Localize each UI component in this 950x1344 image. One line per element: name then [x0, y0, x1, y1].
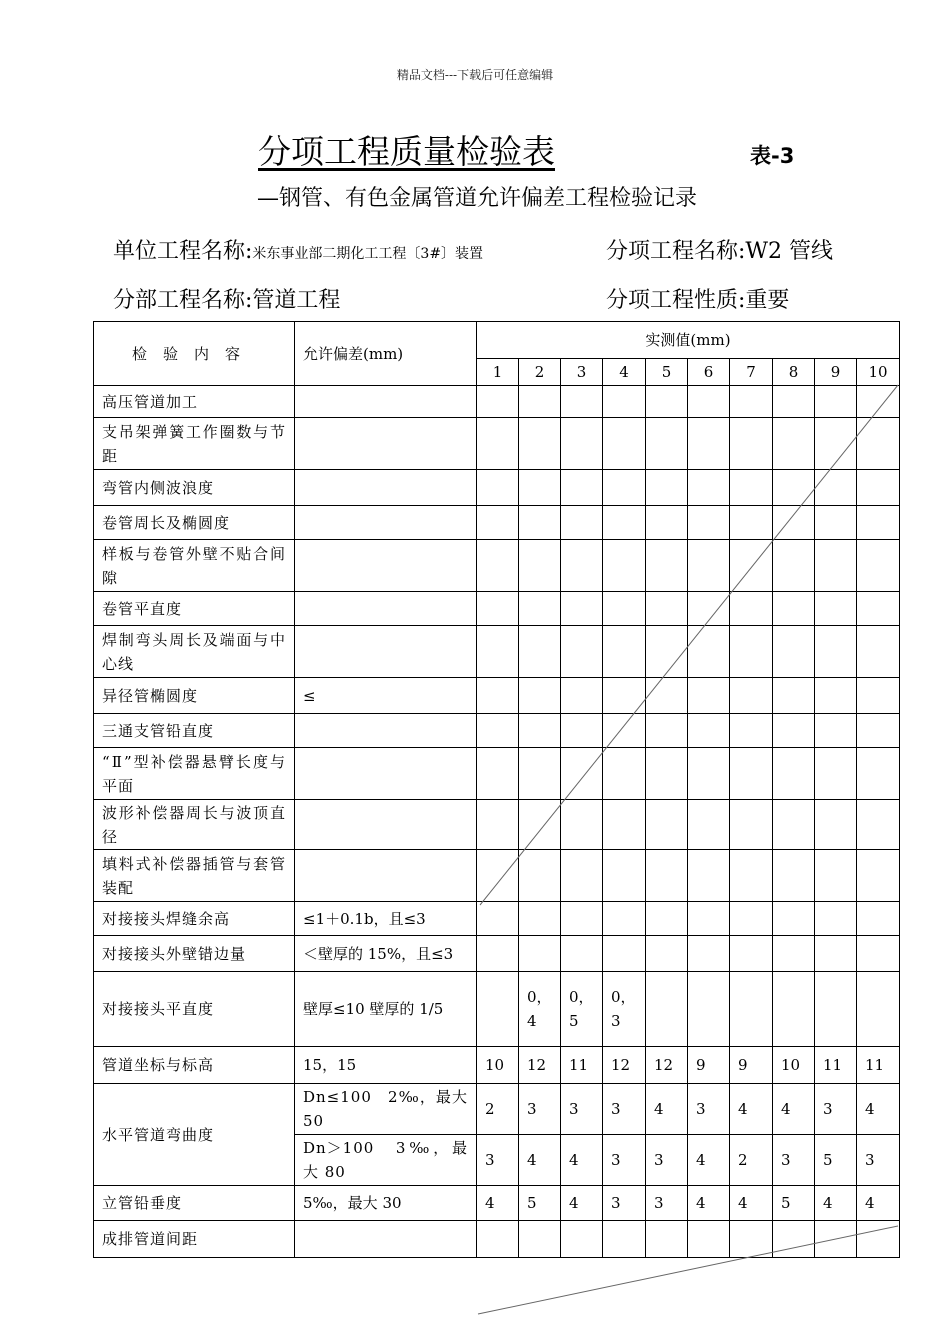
row-value	[561, 592, 603, 626]
row-value	[561, 1221, 603, 1258]
row-tolerance	[295, 626, 477, 678]
row-value: 9	[688, 1047, 730, 1084]
row-value	[730, 1221, 773, 1258]
row-value: 5	[815, 1135, 857, 1186]
row-value	[730, 386, 773, 418]
row-value: 4	[561, 1135, 603, 1186]
row-tolerance	[295, 470, 477, 506]
row-value	[688, 626, 730, 678]
header-col-7: 7	[730, 359, 773, 386]
row-value	[815, 626, 857, 678]
row-item: 对接接头外壁错边量	[94, 936, 295, 972]
row-value	[815, 748, 857, 800]
row-value	[773, 592, 815, 626]
row-value	[519, 386, 561, 418]
row-value	[773, 936, 815, 972]
sub-item-label: 分项工程名称:	[606, 239, 746, 264]
row-value: 2	[730, 1135, 773, 1186]
row-value	[773, 540, 815, 592]
row-value	[730, 626, 773, 678]
row-value	[603, 800, 646, 850]
row-item: 水平管道弯曲度	[94, 1084, 295, 1186]
row-value	[688, 936, 730, 972]
row-value	[477, 540, 519, 592]
table-row	[94, 1047, 900, 1084]
row-item: 异径管椭圆度	[94, 678, 295, 714]
table-number: 表-3	[750, 144, 795, 168]
row-value	[603, 1221, 646, 1258]
row-value: 4	[857, 1084, 900, 1135]
row-value	[773, 386, 815, 418]
row-tolerance	[295, 386, 477, 418]
row-tolerance: 15，15	[295, 1047, 477, 1084]
row-value	[561, 386, 603, 418]
nature-value: 重要	[745, 288, 790, 313]
row-value	[857, 592, 900, 626]
row-value	[688, 748, 730, 800]
row-value	[477, 1221, 519, 1258]
row-value	[561, 678, 603, 714]
row-tolerance	[295, 1221, 477, 1258]
row-value: 3	[646, 1186, 688, 1221]
row-value	[477, 850, 519, 902]
nature-label: 分项工程性质:	[606, 288, 746, 313]
row-tolerance: 壁厚≤10 壁厚的 1/5	[295, 972, 477, 1047]
row-value	[477, 626, 519, 678]
row-value	[477, 972, 519, 1047]
page-subtitle: —钢管、有色金属管道允许偏差工程检验记录	[257, 186, 698, 211]
row-value	[688, 540, 730, 592]
row-tolerance: Dn＞100 3‰，最大 80	[295, 1135, 477, 1186]
table-row	[94, 1084, 900, 1135]
row-value	[857, 678, 900, 714]
unit-project-value: 米东事业部二期化工工程〔3#〕装置	[252, 246, 484, 262]
row-tolerance: ＜壁厚的 15%，且≤3	[295, 936, 477, 972]
header-col-2: 2	[519, 359, 561, 386]
inspection-table	[93, 321, 900, 1258]
row-value	[857, 748, 900, 800]
header-col-8: 8	[773, 359, 815, 386]
row-value	[519, 936, 561, 972]
row-value	[688, 850, 730, 902]
row-value	[646, 1221, 688, 1258]
row-item: 支吊架弹簧工作圈数与节距	[94, 418, 295, 470]
row-value	[519, 470, 561, 506]
row-tolerance	[295, 592, 477, 626]
sub-item-value: W2 管线	[745, 239, 834, 264]
row-value	[603, 678, 646, 714]
header-col-4: 4	[603, 359, 646, 386]
row-value	[519, 626, 561, 678]
header-row	[94, 322, 900, 359]
table-row	[94, 1221, 900, 1258]
row-value: 3	[815, 1084, 857, 1135]
row-value	[519, 678, 561, 714]
table-row	[94, 678, 900, 714]
row-value	[561, 748, 603, 800]
row-value	[773, 748, 815, 800]
row-item: 样板与卷管外壁不贴合间隙	[94, 540, 295, 592]
row-value	[815, 972, 857, 1047]
row-value	[646, 902, 688, 936]
table-row	[94, 386, 900, 418]
row-value: 4	[519, 1135, 561, 1186]
row-value: 4	[561, 1186, 603, 1221]
table-row	[94, 850, 900, 902]
header-col-9: 9	[815, 359, 857, 386]
row-value	[815, 800, 857, 850]
row-value	[519, 748, 561, 800]
row-value	[857, 386, 900, 418]
row-tolerance: 5‰，最大 30	[295, 1186, 477, 1221]
row-value	[688, 506, 730, 540]
row-value	[603, 902, 646, 936]
row-value	[815, 678, 857, 714]
table-row	[94, 506, 900, 540]
row-value	[857, 506, 900, 540]
row-value	[815, 540, 857, 592]
row-value	[561, 626, 603, 678]
row-item: 焊制弯头周长及端面与中心线	[94, 626, 295, 678]
row-value	[815, 902, 857, 936]
row-value	[730, 506, 773, 540]
row-value: 0，3	[603, 972, 646, 1047]
header-col-10: 10	[857, 359, 900, 386]
row-value	[773, 850, 815, 902]
row-value	[688, 800, 730, 850]
row-item: 高压管道加工	[94, 386, 295, 418]
row-tolerance	[295, 506, 477, 540]
row-value	[773, 800, 815, 850]
row-value	[773, 902, 815, 936]
row-value	[646, 748, 688, 800]
row-value	[857, 1221, 900, 1258]
row-value: 2	[477, 1084, 519, 1135]
row-value: 3	[646, 1135, 688, 1186]
row-value: 0，5	[561, 972, 603, 1047]
row-value	[815, 470, 857, 506]
row-value	[688, 386, 730, 418]
row-value	[857, 626, 900, 678]
header-col-1: 1	[477, 359, 519, 386]
row-item: 管道坐标与标高	[94, 1047, 295, 1084]
unit-project-field	[113, 234, 483, 265]
row-item: 波形补偿器周长与波顶直径	[94, 800, 295, 850]
row-value	[688, 592, 730, 626]
row-value: 4	[646, 1084, 688, 1135]
row-value	[773, 470, 815, 506]
row-value	[477, 592, 519, 626]
row-value: 3	[603, 1084, 646, 1135]
row-value	[730, 592, 773, 626]
row-value	[646, 470, 688, 506]
row-value	[857, 470, 900, 506]
row-value	[646, 592, 688, 626]
unit-project-label: 单位工程名称:	[113, 239, 253, 264]
row-value	[688, 1221, 730, 1258]
row-value	[730, 540, 773, 592]
row-value: 3	[603, 1135, 646, 1186]
header-measured: 实测值(mm)	[477, 322, 900, 359]
row-value	[730, 902, 773, 936]
row-value	[561, 540, 603, 592]
row-value	[561, 470, 603, 506]
row-value	[730, 850, 773, 902]
division-field	[113, 283, 340, 314]
row-value	[815, 418, 857, 470]
row-value	[561, 418, 603, 470]
row-item: 三通支管铅直度	[94, 714, 295, 748]
row-item: 对接接头平直度	[94, 972, 295, 1047]
row-value: 5	[773, 1186, 815, 1221]
row-value	[730, 800, 773, 850]
row-value: 0，4	[519, 972, 561, 1047]
table-row	[94, 540, 900, 592]
row-value	[477, 386, 519, 418]
row-item: 卷管周长及椭圆度	[94, 506, 295, 540]
row-value: 3	[857, 1135, 900, 1186]
row-tolerance: ≤	[295, 678, 477, 714]
header-col-5: 5	[646, 359, 688, 386]
row-value	[773, 678, 815, 714]
row-value	[857, 902, 900, 936]
division-value: 管道工程	[252, 288, 341, 313]
row-tolerance	[295, 748, 477, 800]
row-value	[519, 902, 561, 936]
row-value	[773, 626, 815, 678]
row-item: 成排管道间距	[94, 1221, 295, 1258]
row-item: 对接接头焊缝余高	[94, 902, 295, 936]
row-value: 4	[688, 1135, 730, 1186]
row-value	[561, 506, 603, 540]
row-value: 4	[773, 1084, 815, 1135]
row-value	[603, 470, 646, 506]
row-value	[477, 936, 519, 972]
row-value: 3	[519, 1084, 561, 1135]
row-value	[857, 800, 900, 850]
row-value: 9	[730, 1047, 773, 1084]
row-value: 12	[603, 1047, 646, 1084]
header-item: 检验内容	[94, 322, 295, 386]
row-value: 12	[646, 1047, 688, 1084]
table-row	[94, 1186, 900, 1221]
row-tolerance	[295, 714, 477, 748]
row-value	[519, 592, 561, 626]
row-value	[857, 714, 900, 748]
row-value	[815, 850, 857, 902]
row-value: 10	[477, 1047, 519, 1084]
row-value	[688, 418, 730, 470]
row-value	[477, 902, 519, 936]
header-col-6: 6	[688, 359, 730, 386]
row-value	[519, 418, 561, 470]
row-value	[773, 714, 815, 748]
table-row	[94, 626, 900, 678]
row-value	[646, 850, 688, 902]
row-value: 4	[730, 1186, 773, 1221]
row-value	[815, 714, 857, 748]
row-value	[773, 418, 815, 470]
row-value	[815, 386, 857, 418]
table-row	[94, 592, 900, 626]
row-value	[773, 972, 815, 1047]
row-value: 3	[773, 1135, 815, 1186]
division-label: 分部工程名称:	[113, 288, 253, 313]
row-value	[646, 800, 688, 850]
row-value: 3	[603, 1186, 646, 1221]
row-value	[561, 714, 603, 748]
row-value	[519, 540, 561, 592]
row-value	[603, 850, 646, 902]
row-value: 4	[688, 1186, 730, 1221]
row-value	[477, 800, 519, 850]
row-tolerance	[295, 418, 477, 470]
row-value	[646, 936, 688, 972]
row-value: 5	[519, 1186, 561, 1221]
row-value	[477, 470, 519, 506]
row-value	[688, 972, 730, 1047]
row-value	[477, 748, 519, 800]
row-tolerance: Dn≤100 2‰，最大 50	[295, 1084, 477, 1135]
row-value	[815, 592, 857, 626]
row-value	[646, 386, 688, 418]
row-item: 弯管内侧波浪度	[94, 470, 295, 506]
row-value	[730, 714, 773, 748]
row-value	[561, 936, 603, 972]
row-tolerance	[295, 540, 477, 592]
row-value: 3	[477, 1135, 519, 1186]
row-value	[646, 506, 688, 540]
row-item: “Ⅱ”型补偿器悬臂长度与平面	[94, 748, 295, 800]
row-value	[603, 386, 646, 418]
row-value	[603, 748, 646, 800]
row-value	[561, 902, 603, 936]
row-value: 3	[688, 1084, 730, 1135]
table-row	[94, 800, 900, 850]
row-value: 4	[815, 1186, 857, 1221]
row-value	[646, 418, 688, 470]
row-value	[561, 800, 603, 850]
row-value: 4	[857, 1186, 900, 1221]
sub-item-field	[606, 234, 833, 265]
row-value: 11	[857, 1047, 900, 1084]
row-value	[730, 936, 773, 972]
row-value	[730, 470, 773, 506]
nature-field	[606, 283, 789, 314]
row-value	[477, 506, 519, 540]
row-value	[688, 678, 730, 714]
watermark-text: 精品文档---下载后可任意编辑	[396, 68, 554, 82]
row-value	[561, 850, 603, 902]
row-value	[519, 800, 561, 850]
row-value	[730, 678, 773, 714]
row-item: 立管铅垂度	[94, 1186, 295, 1221]
row-value	[857, 540, 900, 592]
row-value: 12	[519, 1047, 561, 1084]
row-tolerance: ≤1＋0.1b，且≤3	[295, 902, 477, 936]
row-value	[815, 936, 857, 972]
row-value	[857, 936, 900, 972]
row-item: 填料式补偿器插管与套管装配	[94, 850, 295, 902]
row-tolerance	[295, 800, 477, 850]
row-value	[688, 714, 730, 748]
row-value	[477, 678, 519, 714]
header-tolerance: 允许偏差(mm)	[295, 322, 477, 386]
row-value	[477, 714, 519, 748]
row-value	[773, 506, 815, 540]
row-value	[730, 972, 773, 1047]
row-value	[519, 714, 561, 748]
row-value: 11	[815, 1047, 857, 1084]
row-value	[477, 418, 519, 470]
row-value	[773, 1221, 815, 1258]
row-value	[646, 714, 688, 748]
table-row	[94, 972, 900, 1047]
table-row	[94, 714, 900, 748]
row-value	[603, 626, 646, 678]
row-value	[857, 418, 900, 470]
row-tolerance	[295, 850, 477, 902]
table-row	[94, 936, 900, 972]
row-value	[603, 714, 646, 748]
table-row	[94, 418, 900, 470]
table-row	[94, 902, 900, 936]
row-value	[815, 1221, 857, 1258]
row-value	[815, 506, 857, 540]
row-value	[857, 850, 900, 902]
table-row	[94, 748, 900, 800]
table-row	[94, 470, 900, 506]
row-value	[857, 972, 900, 1047]
row-value	[646, 972, 688, 1047]
row-value	[603, 936, 646, 972]
row-value	[519, 506, 561, 540]
row-value	[688, 470, 730, 506]
header-col-3: 3	[561, 359, 603, 386]
row-value	[603, 592, 646, 626]
row-value	[519, 850, 561, 902]
row-value	[688, 902, 730, 936]
row-value	[519, 1221, 561, 1258]
row-value: 4	[730, 1084, 773, 1135]
row-value	[646, 626, 688, 678]
row-value: 3	[561, 1084, 603, 1135]
row-value	[646, 678, 688, 714]
row-value	[603, 506, 646, 540]
row-value	[730, 418, 773, 470]
row-value: 11	[561, 1047, 603, 1084]
page-title: 分项工程质量检验表	[258, 132, 555, 171]
row-value	[730, 748, 773, 800]
row-value	[646, 540, 688, 592]
row-value: 4	[477, 1186, 519, 1221]
row-value	[603, 418, 646, 470]
row-item: 卷管平直度	[94, 592, 295, 626]
row-value	[603, 540, 646, 592]
row-value: 10	[773, 1047, 815, 1084]
